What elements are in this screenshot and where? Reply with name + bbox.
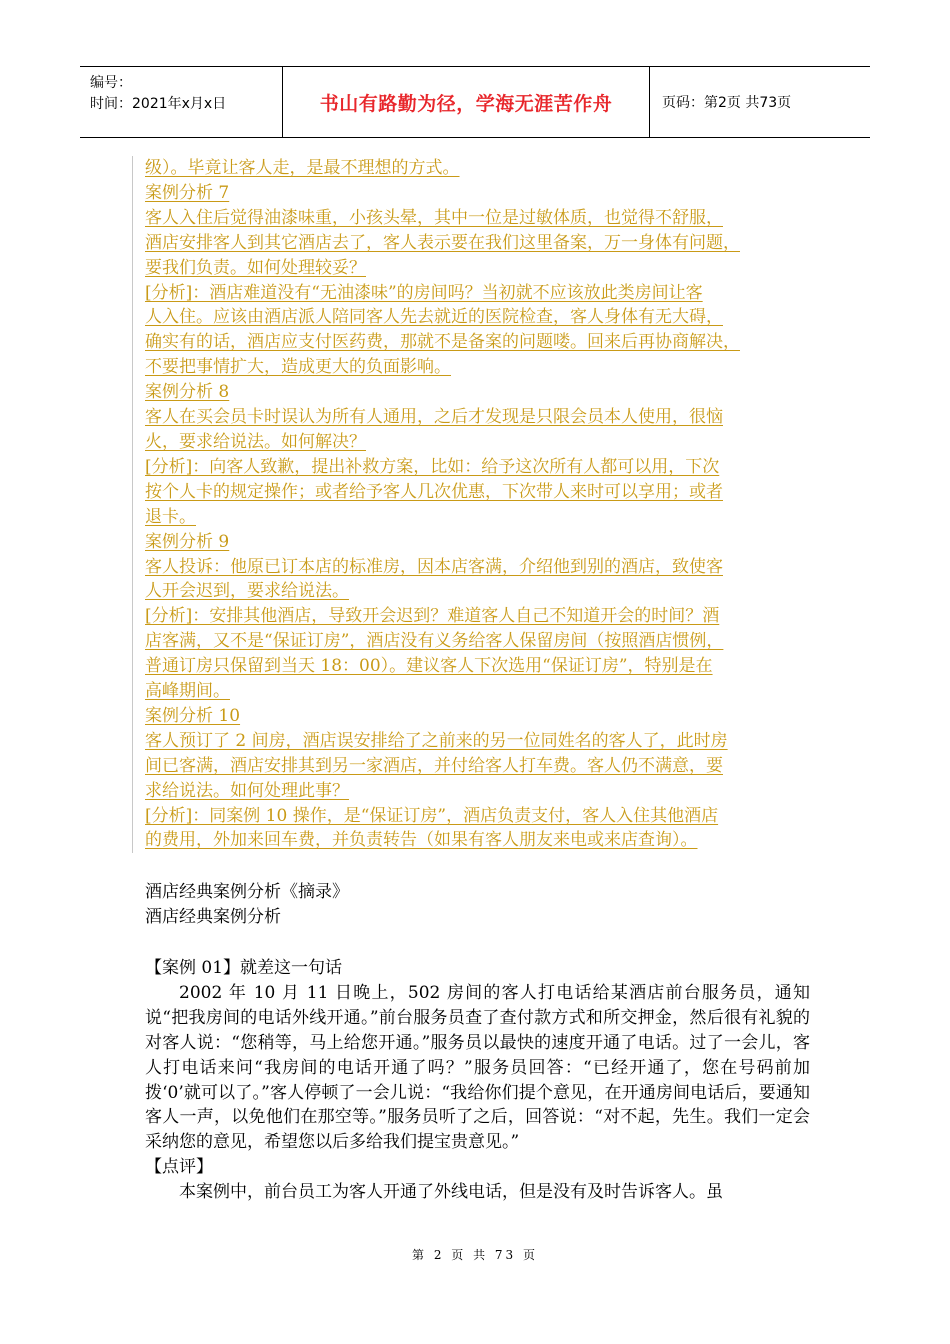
case-01	[145, 956, 810, 1205]
quoted-line	[145, 355, 845, 380]
quoted-line-text: 酒店安排客人到其它酒店去了，客人表示要在我们这里备案，万一身体有问题，	[145, 232, 740, 253]
motto-text: 书山有路勤为径，学海无涯苦作舟	[319, 92, 613, 115]
time-label: 时间：2021年x月x日	[90, 96, 227, 112]
quoted-line	[145, 629, 845, 654]
quoted-line	[145, 281, 845, 306]
title-excerpt: 酒店经典案例分析《摘录》	[145, 882, 349, 902]
quoted-line	[145, 804, 845, 829]
number-label: 编号：	[90, 75, 132, 91]
quoted-line	[145, 206, 845, 231]
case-story: 2002 年 10 月 11 日晚上，502 房间的客人打电话给某酒店前台服务员，通知说“把我房间的电话外线开通。”前台服务员查了查付款方式和所交押金，然后很有礼貌的对客人说：“您稍等，马上给您开通。”服务员以最快的速度开通了电话。过了一会儿，客人打电话来问“我房间的电话开通了吗？”服务员回答：“已经开通了，您在号码前加拨‘0’就可以了。”客人停顿了一会儿说：“我给你们提个意见，在开通房间电话后，要通知客人一声，以免他们在那空等。”服务员听了之后，回答说：“对不起，先生。我们一定会采纳您的意见，希望您以后多给我们提宝贵意见。”	[145, 982, 810, 1153]
quoted-line-text: 高峰期间。	[145, 681, 230, 702]
quoted-line	[145, 256, 845, 281]
quoted-line-text: 人开会迟到，要求给说法。	[145, 581, 349, 602]
comment-heading: 【点评】	[145, 1157, 213, 1178]
quoted-line-text: 不要把事情扩大，造成更大的负面影响。	[145, 357, 451, 378]
comment-text: 本案例中，前台员工为客人开通了外线电话，但是没有及时告诉客人。虽	[179, 1182, 723, 1203]
case-heading: 【案例 01】就差这一句话	[145, 958, 343, 978]
quoted-case-section	[132, 156, 845, 853]
quoted-line	[145, 380, 845, 405]
quoted-line	[145, 828, 845, 853]
quoted-line-text: 退卡。	[145, 506, 196, 527]
header-motto	[282, 67, 650, 137]
quoted-line-text: 人入住。应该由酒店派人陪同客人先去就近的医院检查，客人身体有无大碍，	[145, 307, 723, 328]
quoted-line	[145, 455, 845, 480]
quoted-line	[145, 480, 845, 505]
quoted-line	[145, 330, 845, 355]
quoted-line-text: 客人入住后觉得油漆味重，小孩头晕，其中一位是过敏体质，也觉得不舒服，	[145, 207, 723, 228]
quoted-line	[145, 579, 845, 604]
quoted-line-text: 的费用，外加来回车费，并负责转告（如果有客人朋友来电或来店查询）。	[145, 830, 698, 851]
quoted-line-text: 店客满，又不是“保证订房”，酒店没有义务给客人保留房间（按照酒店惯例，	[145, 631, 724, 652]
page-header	[80, 66, 870, 138]
quoted-line	[145, 231, 845, 256]
quoted-line	[145, 505, 845, 530]
quoted-line-text: 确实有的话，酒店应支付医药费，那就不是备案的问题喽。回来后再协商解决，	[145, 332, 740, 353]
header-meta	[80, 67, 282, 137]
quoted-line	[145, 555, 845, 580]
quoted-line	[145, 754, 845, 779]
quoted-line-text: 案例分析 7	[145, 182, 230, 203]
quoted-line-text: 客人投诉：他原已订本店的标准房，因本店客满，介绍他到别的酒店，致使客	[145, 556, 723, 577]
quoted-line	[145, 181, 845, 206]
quoted-line	[145, 430, 845, 455]
page-info-text: 页码：第2页 共73页	[662, 95, 792, 111]
quoted-line	[145, 604, 845, 629]
quoted-line	[145, 654, 845, 679]
quoted-line	[145, 405, 845, 430]
quoted-line-text: 案例分析 8	[145, 382, 230, 403]
quoted-line-text: 客人在买会员卡时误认为所有人通用，之后才发现是只限会员本人使用，很恼	[145, 407, 723, 428]
quoted-line-text: 要我们负责。如何处理较妥？	[145, 257, 366, 278]
quoted-line	[145, 530, 845, 555]
header-page-info	[650, 67, 870, 137]
quoted-line	[145, 704, 845, 729]
quoted-line-text: 案例分析 10	[145, 705, 241, 726]
quoted-line-text: [分析]：向客人致歉，提出补救方案，比如：给予这次所有人都可以用，下次	[145, 456, 720, 477]
quoted-line-text: 求给说法。如何处理此事？	[145, 780, 349, 801]
quoted-line	[145, 156, 845, 181]
quoted-line-text: 案例分析 9	[145, 531, 230, 552]
quoted-line-text: 火，要求给说法。如何解决？	[145, 431, 366, 452]
quoted-line-text: [分析]：安排其他酒店，导致开会迟到？难道客人自己不知道开会的时间？酒	[145, 606, 720, 627]
quoted-line-text: [分析]：酒店难道没有“无油漆味”的房间吗？当初就不应该放此类房间让客	[145, 282, 703, 303]
quoted-line-text: [分析]：同案例 10 操作，是“保证订房”，酒店负责支付，客人入住其他酒店	[145, 805, 719, 826]
quoted-line-text: 客人预订了 2 间房，酒店误安排给了之前来的另一位同姓名的客人了，此时房	[145, 730, 728, 751]
quoted-line	[145, 305, 845, 330]
quoted-line	[145, 729, 845, 754]
quoted-line-text: 按个人卡的规定操作；或者给予客人几次优惠，下次带人来时可以享用；或者	[145, 481, 723, 502]
title-main: 酒店经典案例分析	[145, 906, 281, 927]
quoted-line	[145, 779, 845, 804]
page-footer: 第 2 页 共 73 页	[412, 1248, 538, 1262]
section-titles	[145, 880, 810, 930]
quoted-line-text: 普通订房只保留到当天 18：00）。建议客人下次选用“保证订房”，特别是在	[145, 656, 713, 677]
quoted-line-text: 间已客满，酒店安排其到另一家酒店，并付给客人打车费。客人仍不满意，要	[145, 755, 723, 776]
quoted-line	[145, 679, 845, 704]
quoted-line-text: 级）。毕竟让客人走，是最不理想的方式。	[145, 158, 460, 178]
